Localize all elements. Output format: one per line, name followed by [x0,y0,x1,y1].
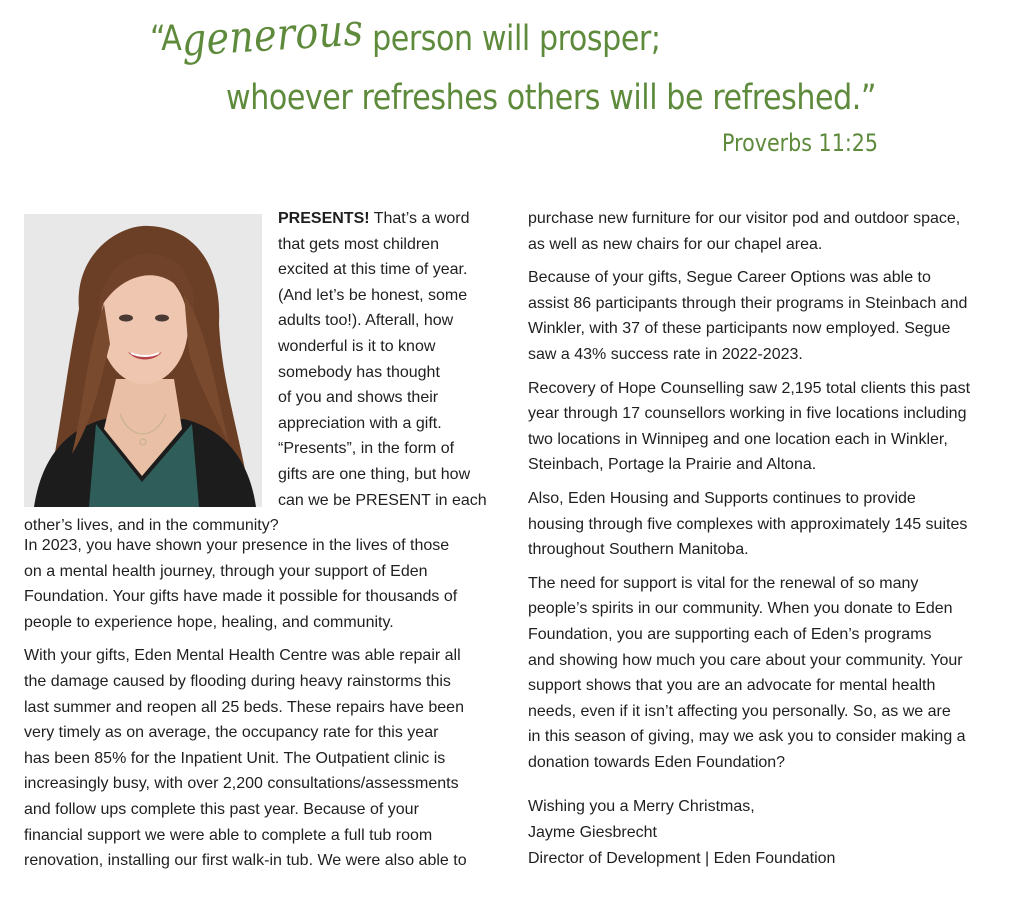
paragraph-furniture: purchase new furniture for our visitor pod and outdoor space, as well as new chairs for our chapel area. [528,210,961,253]
paragraph-recovery-of-hope: Recovery of Hope Counselling saw 2,195 total clients this past year through 17 counsellors working in five locations including two locations in Winnipeg and one location each in Winkler, Steinbach, Portage la Prairie and Altona. [528,379,971,474]
intro-paragraph [24,206,510,533]
intro-line: that gets most children [278,235,439,253]
paragraph-segue: Because of your gifts, Segue Career Options was able to assist 86 participants through their programs in Steinbach and Winkler, with 37 of these participants now employed. Segue saw a 43% success rate in 2022-2023. [528,269,968,363]
intro-line: adults too!). Afterall, how [278,312,454,330]
paragraph-appeal: The need for support is vital for the renewal of so many people’s spirits in our community. When you donate to Eden Foundation, you are supporting each of Eden’s programs and showing how much you care about your community. Your support shows that you are an advocate for mental health needs, even if it isn’t affecting you personally. So, as we are in this season of giving, may we ask you to consider making a donation towards Eden Foundation? [528,574,966,771]
signature-closing: Wishing you a Merry Christmas, [528,798,755,816]
quote-open: “A [150,19,182,59]
intro-line: excited at this time of year. [278,261,468,279]
quote-script-word: generous [180,4,364,67]
right-column [528,206,1002,871]
intro-line: can we be PRESENT in each [278,491,487,509]
signature-title: Director of Development | Eden Foundation [528,849,836,867]
intro-lines [278,206,518,513]
quote-line-1 [150,4,661,67]
left-column [24,206,510,882]
intro-bold-word: PRESENTS! [278,210,370,227]
intro-line: somebody has thought [278,363,440,381]
quote-line-2: whoever refreshes others will be refreshed.” [226,78,877,118]
quote-citation: Proverbs 11:25 [722,129,879,157]
intro-line: PRESENTS! That’s a word [278,210,470,227]
intro-line: gifts are one thing, but how [278,465,471,483]
signature-name: Jayme Giesbrecht [528,824,657,842]
quote-line-1-rest: person will prosper; [372,19,661,59]
intro-line: of you and shows their [278,389,439,407]
paragraph-housing: Also, Eden Housing and Supports continues to provide housing through five complexes with approximately 145 suites throughout Southern Manitoba. [528,489,968,559]
intro-line: wonderful is it to know [278,337,436,355]
intro-last-line: other’s lives, and in the community? [24,517,279,534]
intro-line: appreciation with a gift. [278,414,442,432]
scripture-quote [0,0,1024,170]
paragraph-presence: In 2023, you have shown your presence in the lives of those on a mental health journey, through your support of Eden Foundation. Your gifts have made it possible for thousands of people to experience hope, healing, and community. [24,537,458,631]
intro-line: (And let’s be honest, some [278,286,468,304]
signature-block [528,794,1002,871]
intro-line: “Presents”, in the form of [278,440,455,458]
paragraph-mental-health-centre: With your gifts, Eden Mental Health Centre was able repair all the damage caused by flooding during heavy rainstorms this last summer and reopen all 25 beds. These repairs have been very timely as on average, the occupancy rate for this year has been 85% for the Inpatient Unit. The Outpatient clinic is increasingly busy, with over 2,200 consultations/assessments and follow ups complete this past year. Because of your financial support we were able to complete a full tub room renovation, installing our first walk-in tub. We were also able to [24,647,467,870]
